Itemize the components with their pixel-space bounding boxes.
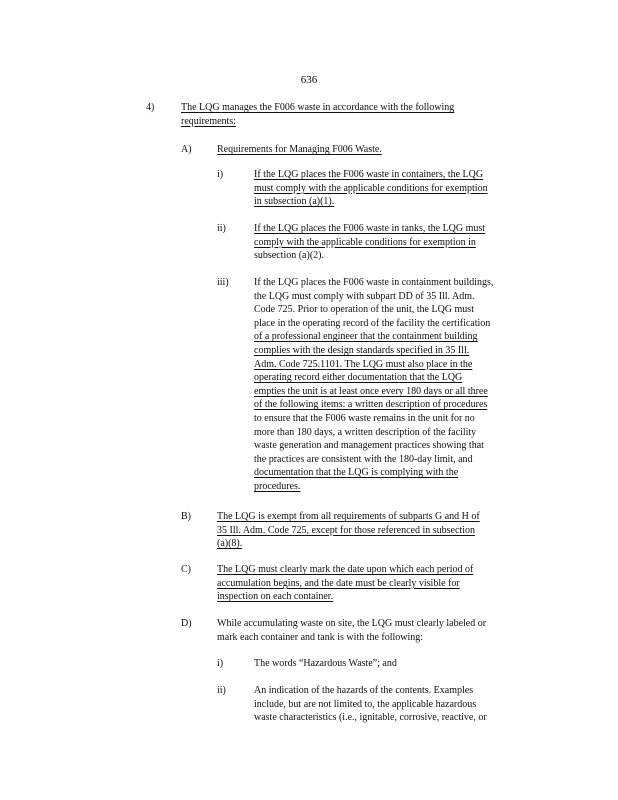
item-c-line: accumulation begins, and the date must be clearly visible for (217, 577, 460, 589)
item-b-text (217, 510, 537, 551)
item-a-iii-line: to ensure that the F006 waste remains in the unit for no (254, 412, 475, 424)
item-4-text (181, 101, 511, 128)
item-a-marker: A) (181, 144, 192, 155)
item-a-iii-line: Code 725. Prior to operation of the unit, the LQG must (254, 304, 474, 316)
item-a-iii-text (254, 276, 539, 494)
item-a-i-line: in subsection (a)(1). (254, 196, 335, 208)
item-4-line: The LQG manages the F006 waste in accordance with the following (181, 102, 455, 113)
item-a-iii-line: procedures. (254, 480, 301, 492)
item-b-line: 35 Ill. Adm. Code 725, except for those referenced in subsection (217, 524, 475, 536)
item-a-i-marker: i) (217, 169, 224, 180)
item-d-ii-line: include, but are not limited to, the applicable hazardous (254, 698, 477, 710)
item-b-line: The LQG is exempt from all requirements of subparts G and H of (217, 511, 480, 522)
item-a-ii-line: If the LQG places the F006 waste in tanks, the LQG must (254, 223, 486, 234)
item-a-ii-text (254, 222, 534, 263)
item-a-iii-line: the practices are consistent with the 180-day limit, and (254, 453, 473, 465)
item-b-line: (a)(8). (217, 538, 243, 550)
item-b-marker: B) (181, 511, 191, 522)
item-4-marker: 4) (146, 102, 155, 113)
item-a-i-line: must comply with the applicable conditions for exemption (254, 182, 488, 194)
item-a-ii-line: subsection (a)(2). (254, 250, 324, 262)
item-4-line: requirements: (181, 115, 236, 127)
item-a-ii-line: comply with the applicable conditions for exemption in (254, 236, 476, 248)
item-c-line: The LQG must clearly mark the date upon which each period of (217, 564, 474, 575)
item-d-line: mark each container and tank is with the following: (217, 631, 424, 643)
item-a-iii-line: If the LQG places the F006 waste in containment buildings, (254, 277, 494, 288)
item-d-ii-text (254, 684, 539, 725)
item-d-i-line: The words “Hazardous Waste”; and (254, 658, 397, 669)
item-d-ii-line: An indication of the hazards of the contents. Examples (254, 685, 474, 696)
item-c-text (217, 563, 537, 604)
item-a-iii-line: complies with the design standards specified in 35 Ill. (254, 344, 470, 356)
item-a-i-line: If the LQG places the F006 waste in containers, the LQG (254, 169, 484, 180)
item-d-line: While accumulating waste on site, the LQG must clearly labeled or (217, 618, 487, 629)
item-a-text (217, 143, 517, 157)
item-d-text (217, 617, 542, 644)
item-a-ii-marker: ii) (217, 223, 226, 234)
item-a-iii-line: waste generation and management practices showing that (254, 440, 484, 452)
item-a-i-text (254, 168, 534, 209)
item-a-iii-marker: iii) (217, 277, 229, 288)
item-d-marker: D) (181, 618, 192, 629)
item-d-i-text (254, 657, 534, 671)
item-d-i-marker: i) (217, 658, 224, 669)
item-c-marker: C) (181, 564, 191, 575)
item-a-iii-line: of a professional engineer that the containment building (254, 331, 478, 343)
item-a-iii-line: documentation that the LQG is complying with the (254, 467, 459, 479)
item-a-iii-line: the LQG must comply with subpart DD of 35 Ill. Adm. (254, 290, 475, 302)
item-a-heading: Requirements for Managing F006 Waste. (217, 144, 382, 155)
page-number: 636 (300, 74, 318, 86)
item-a-iii-line: more than 180 days, a written description of the facility (254, 426, 477, 438)
item-a-iii-line: empties the unit is at least once every 180 days or all three (254, 385, 488, 397)
item-a-iii-line: Adm. Code 725.1101. The LQG must also place in the (254, 358, 473, 370)
item-d-ii-line: waste characteristics (i.e., ignitable, corrosive, reactive, or (254, 712, 487, 724)
item-c-line: inspection on each container. (217, 591, 334, 603)
item-d-ii-marker: ii) (217, 685, 226, 696)
item-a-iii-line: operating record either documentation that the LQG (254, 372, 463, 384)
item-a-iii-line: of the following items: a written description of procedures (254, 399, 488, 411)
item-a-iii-line: place in the operating record of the facility the certification (254, 317, 491, 329)
